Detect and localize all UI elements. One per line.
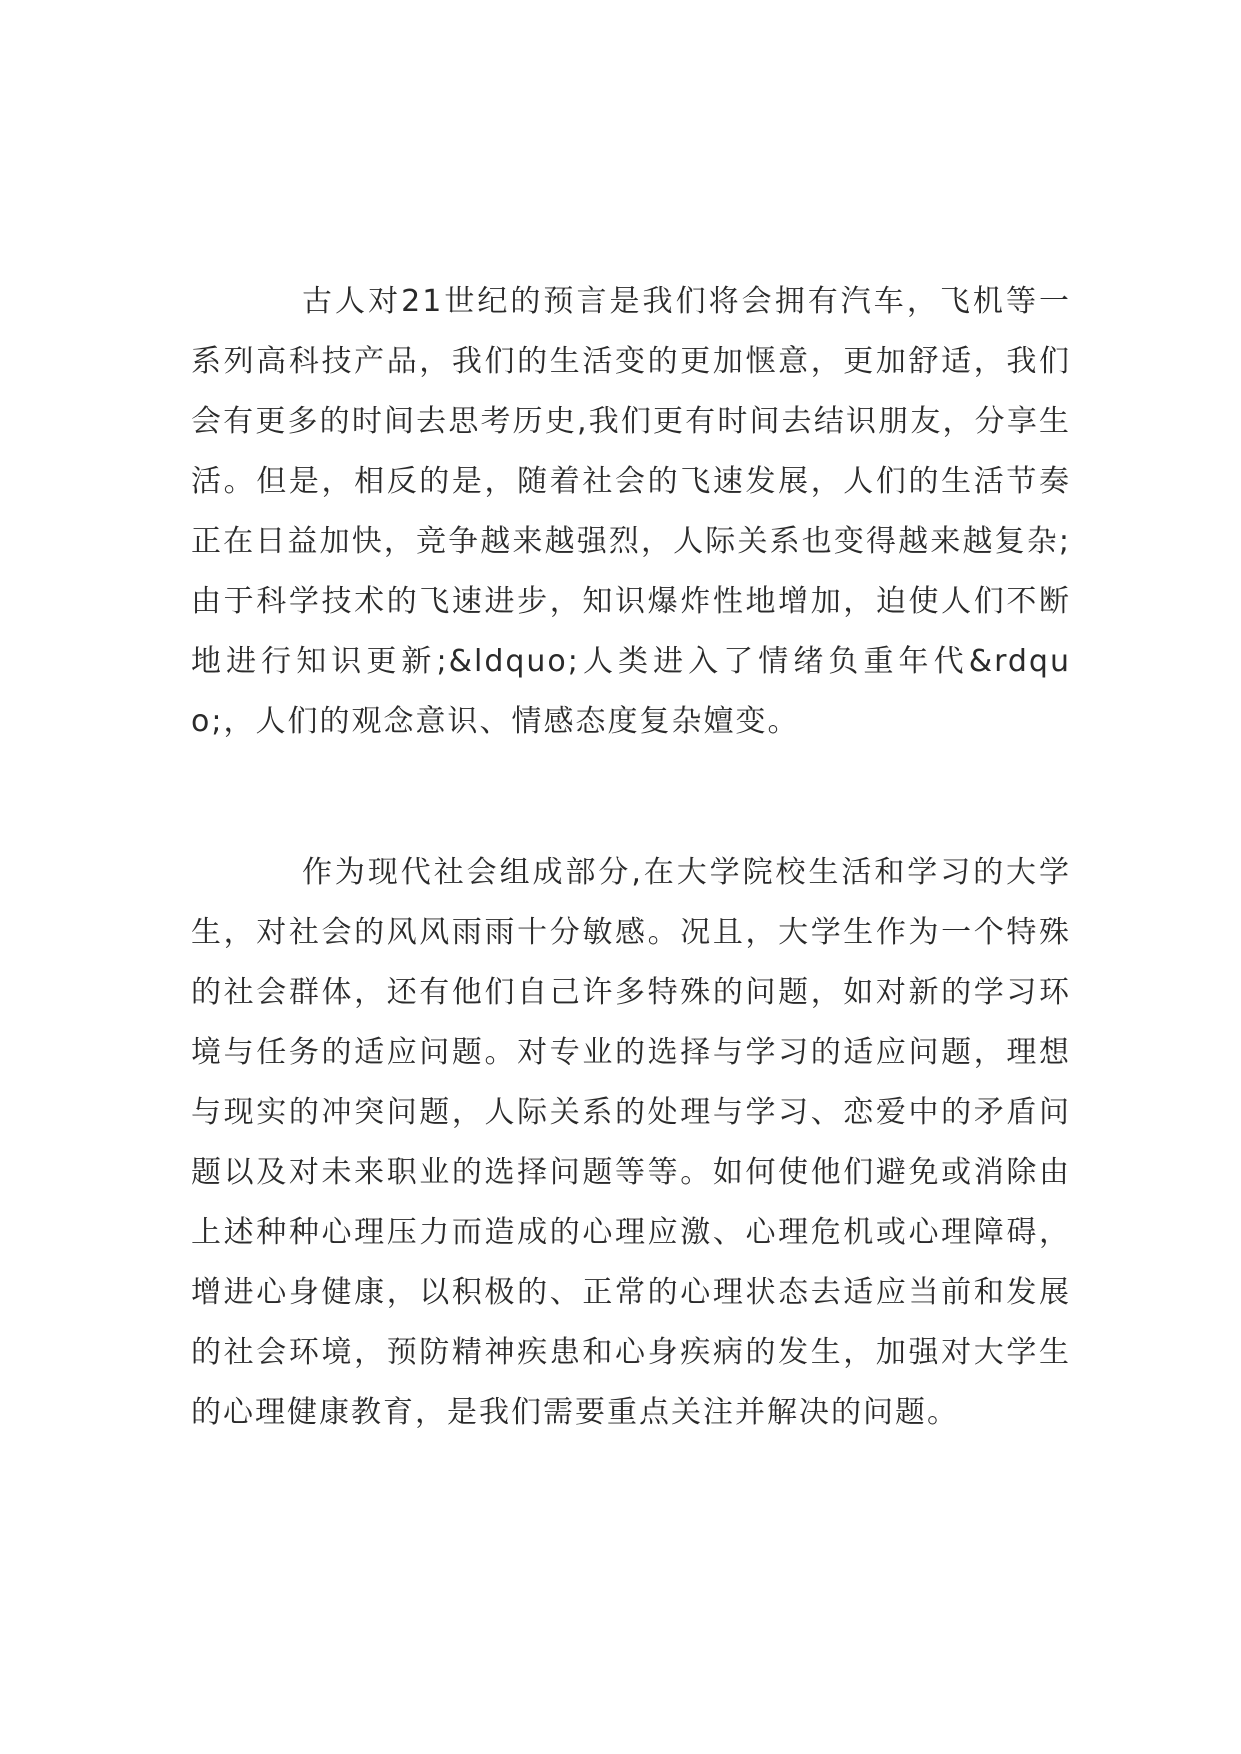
paragraph-2: 作为现代社会组成部分,在大学院校生活和学习的大学生，对社会的风风雨雨十分敏感。况且，大学生作为一个特殊的社会群体，还有他们自己许多特殊的问题，如对新的学习环境与任务的适应问题。对专业的选择与学习的适应问题，理想与现实的冲突问题，人际关系的处理与学习、恋爱中的矛盾问题以及对未来职业的选择问题等等。如何使他们避免或消除由上述种种心理压力而造成的心理应激、心理危机或心理障碍，增进心身健康，以积极的、正常的心理状态去适应当前和发展的社会环境，预防精神疾患和心身疾病的发生，加强对大学生的心理健康教育，是我们需要重点关注并解决的问题。 <box>191 855 1071 1430</box>
paragraph-1: 古人对21世纪的预言是我们将会拥有汽车，飞机等一系列高科技产品，我们的生活变的更加惬意，更加舒适，我们会有更多的时间去思考历史,我们更有时间去结识朋友，分享生活。但是，相反的是，随着社会的飞速发展，人们的生活节奏正在日益加快，竞争越来越强烈，人际关系也变得越来越复杂;由于科学技术的飞速进步，知识爆炸性地增加，迫使人们不断地进行知识更新;&ldquo;人类进入了情绪负重年代&rdquo;，人们的观念意识、情感态度复杂嬗变。 <box>191 284 1071 739</box>
